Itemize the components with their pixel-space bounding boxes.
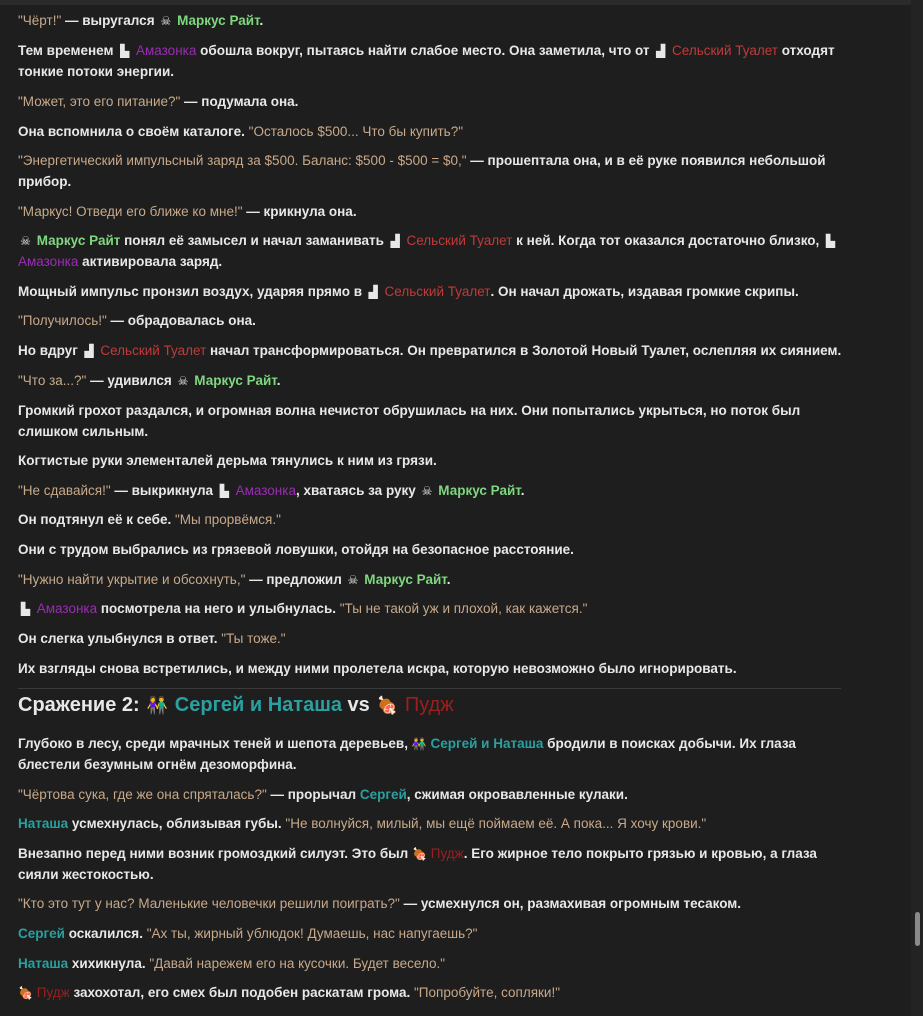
couple-icon: 👫 <box>411 737 427 751</box>
character-toilet: Сельский Туалет <box>672 43 778 58</box>
character-markus: Маркус Райт <box>177 13 260 28</box>
paragraph: "Кто это тут у нас? Маленькие человечки решили поиграть?" — усмехнулся он, размахивая огромным тесаком. <box>18 896 742 911</box>
meat-icon: 🍖 <box>18 986 33 1000</box>
toilet-icon: ▟ <box>390 234 400 248</box>
character-toilet: Сельский Туалет <box>100 343 207 358</box>
paragraph: Глубоко в лесу, среди мрачных теней и шепота деревьев, 👫 Сергей и Наташа бродили в поисках добычи. Их глаза блестели безумным огнём дезоморфина. <box>18 736 796 772</box>
paragraph: "Нужно найти укрытие и обсохнуть," — предложил ☠ Маркус Райт. <box>18 570 450 591</box>
skull-icon: ☠ <box>20 234 31 248</box>
window-top-bar <box>0 0 923 5</box>
paragraph: Сергей оскалился. "Ах ты, жирный ублюдок! Думаешь, нас напугаешь?" <box>18 926 478 941</box>
amazon-icon: ▙ <box>120 44 130 58</box>
paragraph: Но вдруг ▟ Сельский Туалет начал трансформироваться. Он превратился в Золотой Новый Туалет, ослепляя их сиянием. <box>18 341 841 362</box>
paragraph: Мощный импульс пронзил воздух, ударяя прямо в ▟ Сельский Туалет. Он начал дрожать, издавая громкие скрипы. <box>18 282 799 303</box>
paragraph: ▙ Амазонка посмотрела на него и улыбнулась. "Ты не такой уж и плохой, как кажется." <box>18 599 587 620</box>
character-pudge: Пудж <box>404 694 454 716</box>
paragraph: "Чёртова сука, где же она спряталась?" — прорычал Сергей, сжимая окровавленные кулаки. <box>18 787 628 802</box>
paragraph: ☠ Маркус Райт понял её замысел и начал заманивать ▟ Сельский Туалет к ней. Когда тот оказался достаточно близко, ▙ Амазонка активировала заряд. <box>18 231 863 272</box>
paragraph: "Что за...?" — удивился ☠ Маркус Райт. <box>18 371 280 392</box>
character-amazonka: Амазонка <box>36 601 98 616</box>
character-natasha: Наташа <box>18 956 69 971</box>
character-sergey: Сергей <box>18 926 65 941</box>
character-natasha: Наташа <box>18 816 69 831</box>
character-pudge: Пудж <box>430 846 464 861</box>
battle-heading: Сражение 2: 👫 Сергей и Наташа vs 🍖 Пудж <box>18 691 454 720</box>
paragraph: Он слегка улыбнулся в ответ. "Ты тоже." <box>18 631 286 646</box>
toilet-icon: ▟ <box>656 44 666 58</box>
skull-icon: ☠ <box>177 374 189 388</box>
character-sergey: Сергей <box>359 787 407 802</box>
scrollbar-track[interactable] <box>911 0 923 1016</box>
paragraph: Он подтянул её к себе. "Мы прорвёмся." <box>18 512 281 527</box>
character-toilet: Сельский Туалет <box>384 284 491 299</box>
meat-icon: 🍖 <box>376 696 398 715</box>
paragraph: "Маркус! Отведи его ближе ко мне!" — крикнула она. <box>18 204 357 219</box>
couple-icon: 👫 <box>146 696 168 715</box>
paragraph: 🍖 Пудж захохотал, его смех был подобен раскатам грома. "Попробуйте, сопляки!" <box>18 983 560 1004</box>
scrollbar-thumb[interactable] <box>915 912 920 946</box>
character-amazonka: Амазонка <box>136 43 197 58</box>
character-markus: Маркус Райт <box>438 483 521 498</box>
character-markus: Маркус Райт <box>364 572 447 587</box>
character-pair: Сергей и Наташа <box>174 694 342 716</box>
character-amazonka: Амазонка <box>18 253 79 269</box>
toilet-icon: ▟ <box>84 344 94 358</box>
character-amazonka: Амазонка <box>235 483 296 498</box>
paragraph: "Получилось!" — обрадовалась она. <box>18 313 256 328</box>
character-pair: Сергей и Наташа <box>430 736 544 751</box>
skull-icon: ☠ <box>160 14 172 28</box>
character-toilet: Сельский Туалет <box>406 233 513 248</box>
toilet-icon: ▟ <box>368 285 378 299</box>
paragraph: Она вспомнила о своём каталоге. "Осталось $500... Что бы купить?" <box>18 124 464 139</box>
paragraph: Внезапно перед ними возник громоздкий силуэт. Это был 🍖 Пудж. Его жирное тело покрыто грязью и кровью, а глаза сияли жестокостью. <box>18 846 817 882</box>
character-markus: Маркус Райт <box>194 373 277 388</box>
character-pudge: Пудж <box>36 985 70 1000</box>
paragraph: Наташа хихикнула. "Давай нарежем его на кусочки. Будет весело." <box>18 956 446 971</box>
amazon-icon: ▙ <box>825 234 836 248</box>
paragraph: "Может, это его питание?" — подумала она. <box>18 94 299 109</box>
skull-icon: ☠ <box>421 484 433 498</box>
amazon-icon: ▙ <box>20 602 31 616</box>
character-markus: Маркус Райт <box>36 233 121 248</box>
paragraph: Они с трудом выбрались из грязевой ловушки, отойдя на безопасное расстояние. <box>18 542 574 557</box>
paragraph: "Чёрт!" — выругался ☠ Маркус Райт. <box>18 11 263 32</box>
paragraph: Тем временем ▙ Амазонка обошла вокруг, пытаясь найти слабое место. Она заметила, что от ▟ Сельский Туалет отходят тонкие потоки энергии. <box>18 43 835 79</box>
paragraph: "Энергетический импульсный заряд за $500. Баланс: $500 - $500 = $0," — прошептала она, и в её руке появился небольшой прибор. <box>18 153 826 189</box>
paragraph: Громкий грохот раздался, и огромная волна нечистот обрушилась на них. Они попытались укрыться, но поток был слишком сильным. <box>18 403 801 439</box>
meat-icon: 🍖 <box>412 847 427 861</box>
paragraph: "Не сдавайся!" — выкрикнула ▙ Амазонка, хватаясь за руку ☠ Маркус Райт. <box>18 481 524 502</box>
paragraph: Когтистые руки элементалей дерьма тянулись к ним из грязи. <box>18 453 437 468</box>
section-divider <box>18 688 841 689</box>
amazon-icon: ▙ <box>219 484 229 498</box>
paragraph: Наташа усмехнулась, облизывая губы. "Не волнуйся, милый, мы ещё поймаем её. А пока... Я хочу крови." <box>18 816 707 831</box>
paragraph: Их взгляды снова встретились, и между ними пролетела искра, которую невозможно было игнорировать. <box>18 661 737 676</box>
skull-icon: ☠ <box>347 573 359 587</box>
